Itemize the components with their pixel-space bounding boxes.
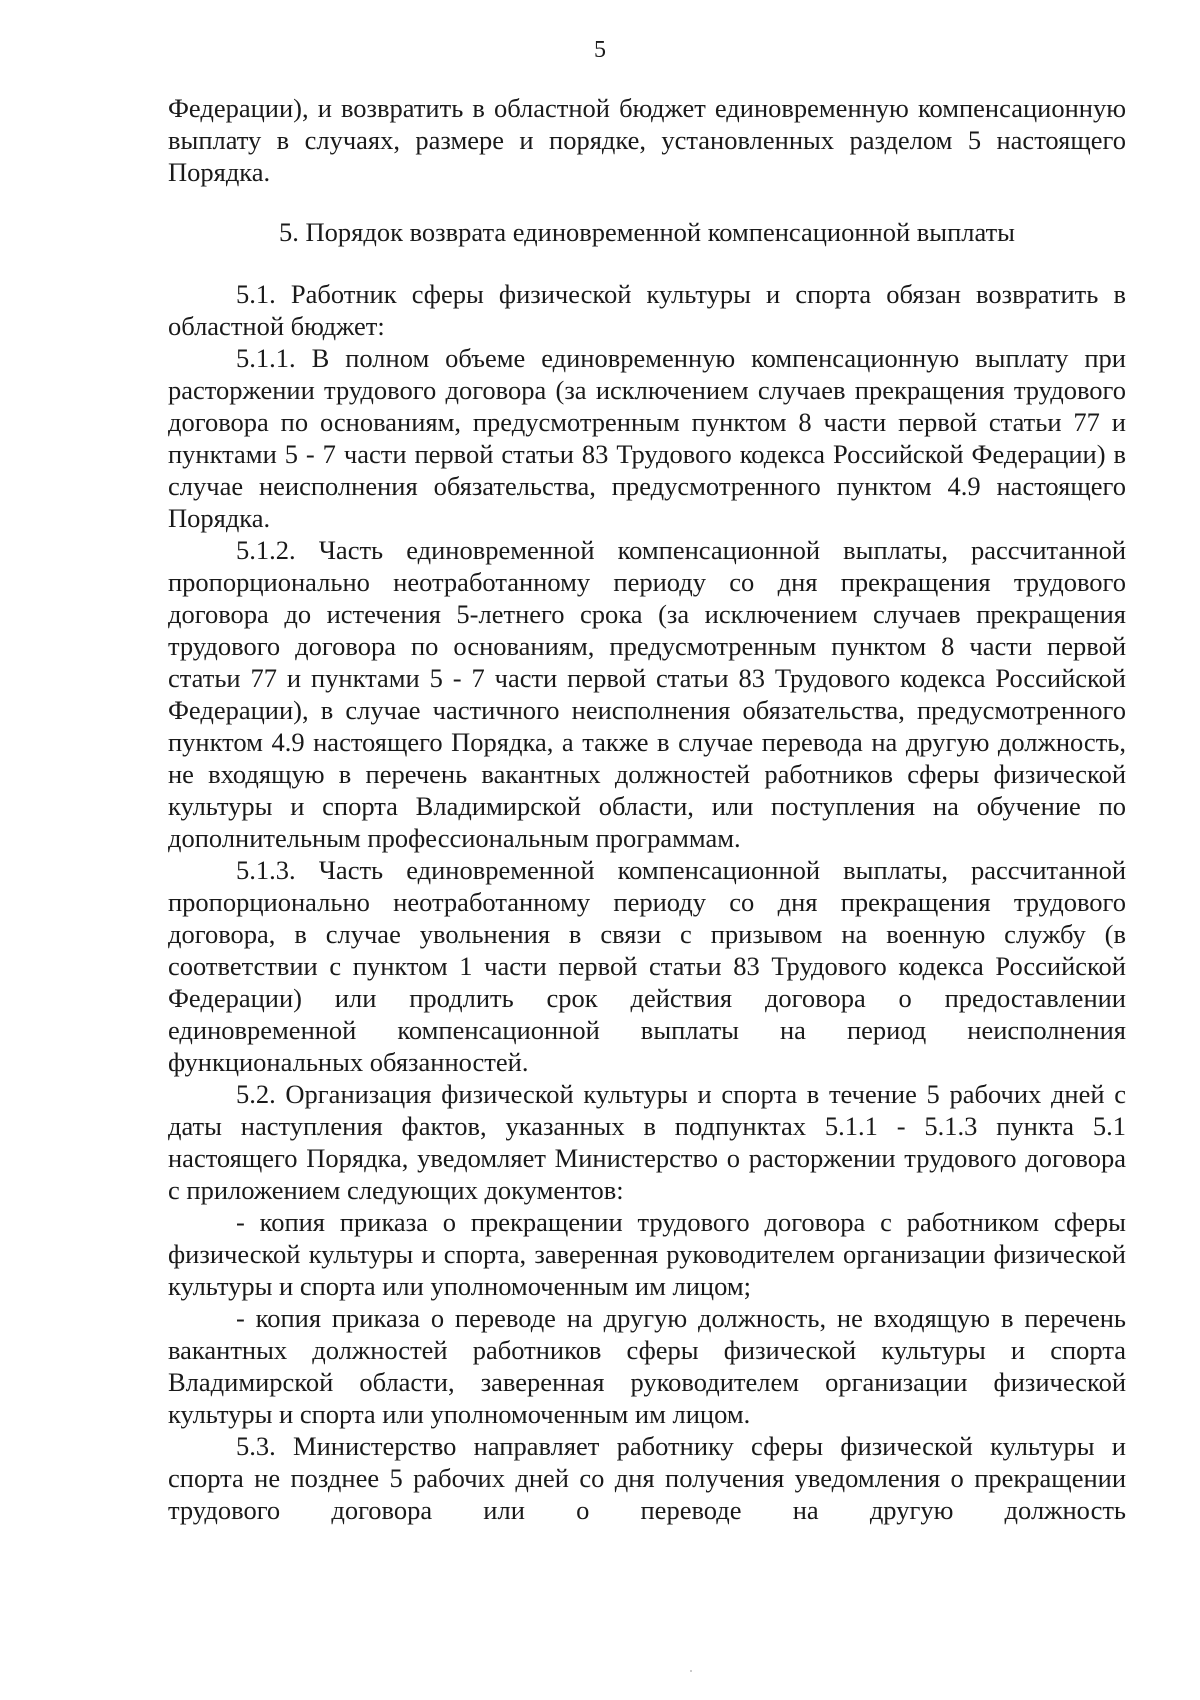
paragraph-5-1-3: 5.1.3. Часть единовременной компенсационной выплаты, рассчитанной пропорционально неотработанному периоду со дня прекращения трудового договора, в случае увольнения в связи с призывом на военную службу (в соответствии с пунктом 1 части первой статьи 83 Трудового кодекса Российской Федерации) или продлить срок действия договора о предоставлении единовременной компенсационной выплаты на период неисполнения функциональных обязанностей. xyxy=(168,855,1126,1077)
list-item-order-copy-termination: - копия приказа о прекращении трудового договора с работником сферы физической культуры и спорта, заверенная руководителем организации физической культуры и спорта или уполномоченным им лицом; xyxy=(168,1207,1126,1301)
paragraph-5-1-1: 5.1.1. В полном объеме единовременную компенсационную выплату при расторжении трудового договора (за исключением случаев прекращения трудового договора по основаниям, предусмотренным пунктом 8 части первой статьи 77 и пунктами 5 - 7 части первой статьи 83 Трудового кодекса Российской Федерации) в случае неисполнения обязательства, предусмотренного пунктом 4.9 настоящего Порядка. xyxy=(168,343,1126,533)
paragraph-5-2: 5.2. Организация физической культуры и спорта в течение 5 рабочих дней с даты наступления фактов, указанных в подпунктах 5.1.1 - 5.1.3 пункта 5.1 настоящего Порядка, уведомляет Министерство о расторжении трудового договора с приложением следующих документов: xyxy=(168,1079,1126,1205)
page-number: 5 xyxy=(594,37,606,63)
paragraph-5-3: 5.3. Министерство направляет работнику сферы физической культуры и спорта не позднее 5 рабочих дней со дня получения уведомления о прекращении трудового договора или о переводе на другую должность xyxy=(168,1431,1126,1525)
paragraph-continuation: Федерации), и возвратить в областной бюджет единовременную компенсационную выплату в случаях, размере и порядке, установленных разделом 5 настоящего Порядка. xyxy=(168,93,1126,187)
paragraph-5-1-2: 5.1.2. Часть единовременной компенсационной выплаты, рассчитанной пропорционально неотработанному периоду со дня прекращения трудового договора до истечения 5-летнего срока (за исключением случаев прекращения трудового договора по основаниям, предусмотренным пунктом 8 части первой статьи 77 и пунктами 5 - 7 части первой статьи 83 Трудового кодекса Российской Федерации), в случае частичного неисполнения обязательства, предусмотренного пунктом 4.9 настоящего Порядка, а также в случае перевода на другую должность, не входящую в перечень вакантных должностей работников сферы физической культуры и спорта Владимирской области, или поступления на обучение по дополнительным профессиональным программам. xyxy=(168,535,1126,853)
list-item-order-copy-transfer: - копия приказа о переводе на другую должность, не входящую в перечень вакантных должностей работников сферы физической культуры и спорта Владимирской области, заверенная руководителем организации физической культуры и спорта или уполномоченным им лицом. xyxy=(168,1303,1126,1429)
document-body xyxy=(168,92,1126,1526)
section-heading: 5. Порядок возврата единовременной компенсационной выплаты xyxy=(279,217,1015,247)
scan-speck xyxy=(690,1670,692,1672)
paragraph-5-1: 5.1. Работник сферы физической культуры и спорта обязан возвратить в областной бюджет: xyxy=(168,279,1126,341)
